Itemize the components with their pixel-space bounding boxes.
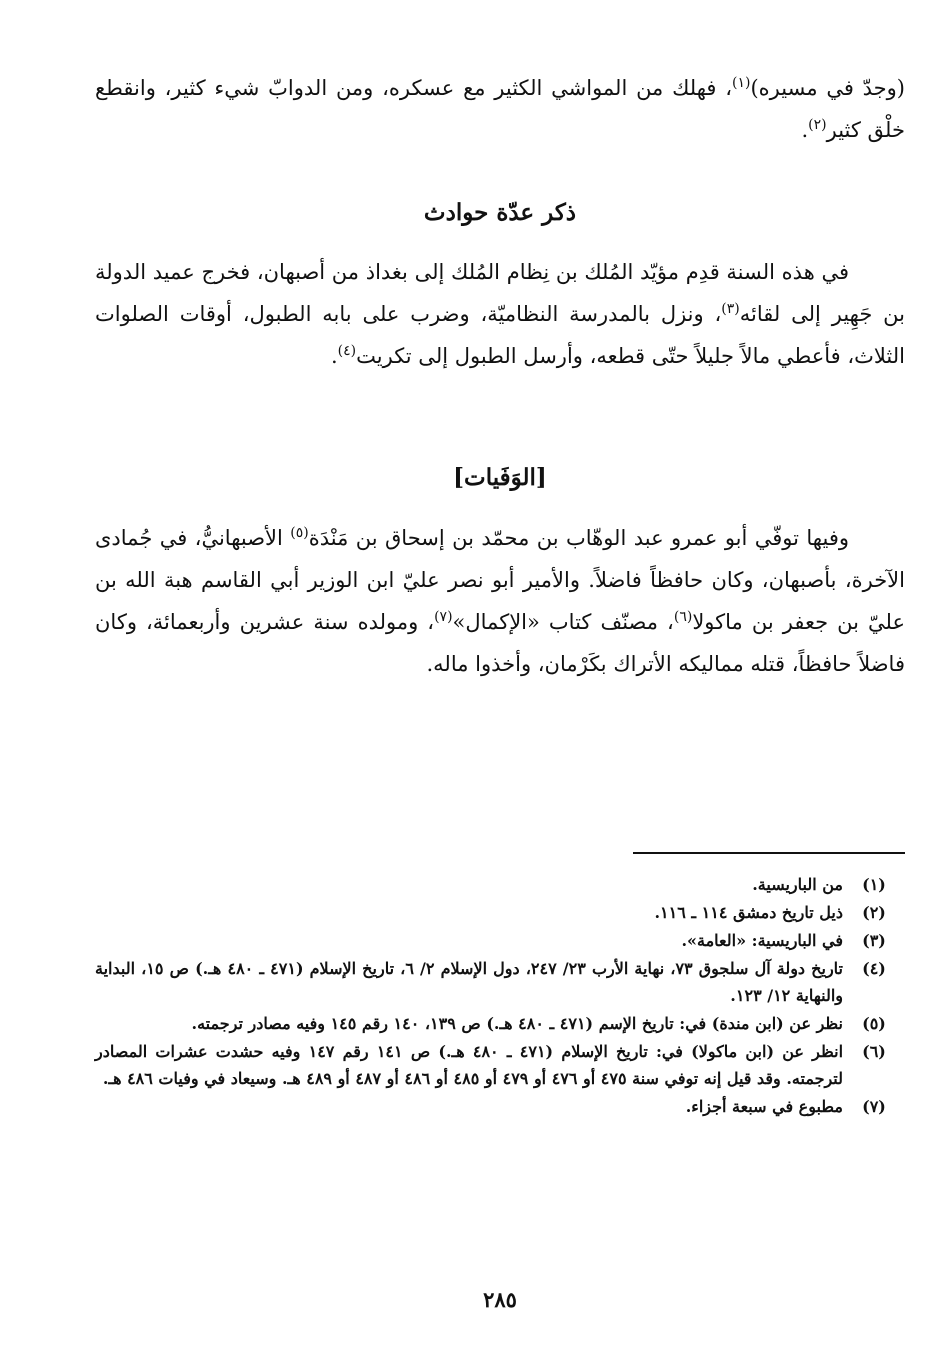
footnote-number: (٦) bbox=[862, 1042, 886, 1061]
footnote-text: ذيل تاريخ دمشق ١١٤ ـ ١١٦. bbox=[654, 903, 843, 922]
footnote-item bbox=[95, 927, 905, 954]
footnote-item bbox=[95, 1010, 905, 1037]
footnote-text: في الباريسية: «العامة». bbox=[681, 931, 843, 950]
paragraph-events: في هذه السنة قدِم مؤيّد المُلك بن نِظام المُلك إلى بغداذ من أصبهان، فخرج عميد الدولة بن جَهِير إلى لقائه$^{(٣)}$، ونزل بالمدرسة النظاميّة، وضرب على بابه الطبول، أوقات الصلوات الثلاث، فأعطي مالاً جليلاً حتّى قطعه، وأرسل الطبول إلى تكريت$^{(٤)}$. bbox=[95, 260, 906, 368]
section-heading-events: ذكر عدّة حوادث bbox=[423, 199, 577, 226]
footnote-item bbox=[95, 955, 905, 1009]
footnote-item bbox=[95, 1093, 905, 1120]
footnote-ref-2: (٢) bbox=[808, 117, 827, 133]
footnote-text: نظر عن (ابن مندة) في: تاريخ الإسم (٤٧١ ـ ٤٨٠ هـ.) ص ١٣٩، ١٤٠ رقم ١٤٥ وفيه مصادر ترجمته. bbox=[191, 1014, 843, 1033]
footnote-text: مطبوع في سبعة أجزاء. bbox=[685, 1097, 843, 1116]
footnote-number: (٤) bbox=[862, 959, 886, 978]
footnote-ref-3: (٣) bbox=[721, 301, 740, 317]
footnote-divider bbox=[633, 852, 905, 854]
footnote-number: (٥) bbox=[862, 1014, 886, 1033]
book-page bbox=[95, 55, 905, 1345]
section-heading-deaths: [الوَفَيات] bbox=[453, 464, 547, 491]
footnote-text: تاريخ دولة آل سلجوق ٧٣، نهاية الأرب ٢٣/ ٢٤٧، دول الإسلام ٢/ ٦، تاريخ الإسلام (٤٧١ ـ ٤٨٠ هـ.) ص ١٥، البداية والنهاية ١٢/ ١٢٣. bbox=[95, 959, 844, 1005]
page-number: ٢٨٥ bbox=[483, 1287, 517, 1312]
footnote-ref-1: (١) bbox=[732, 75, 751, 91]
footnotes-list bbox=[95, 871, 905, 1121]
paragraph-travel-losses: (وجدّ في مسيره)$^{(١)}$، فهلك من المواشي الكثير مع عسكره، ومن الدوابّ شيء كثير، وانقطع خلْق كثير$^{(٢)}$. bbox=[95, 75, 905, 142]
footnote-item bbox=[95, 899, 905, 926]
footnote-ref-4: (٤) bbox=[337, 343, 357, 359]
footnote-ref-6: (٦) bbox=[673, 609, 693, 625]
paragraph-deaths: وفيها توفّي أبو عمرو عبد الوهّاب بن محمّد بن إسحاق بن مَنْدَة$^{(٥)}$ الأصبهانيُّ، في جُمادى الآخرة، بأصبهان، وكان حافظاً فاضلاً. والأمير أبو نصر عليّ ابن الوزير أبي القاسم هبة الله بن عليّ بن جعفر بن ماكولا$^{(٦)}$، مصنّف كتاب «الإكمال»$^{(٧)}$، ومولده سنة عشرين وأربعمائة، وكان فاضلاً حافظاً، قتله مماليكه الأتراك بكَرْمان، وأخذوا ماله. bbox=[95, 525, 905, 676]
footnote-text: انظر عن (ابن ماكولا) في: تاريخ الإسلام (٤٧١ ـ ٤٨٠ هـ.) ص ١٤١ رقم ١٤٧ وفيه حشدت عشرات المصادر لترجمته. وقد قيل إنه توفي سنة ٤٧٥ أو ٤٧٦ أو ٤٧٩ أو ٤٨٥ أو ٤٨٦ أو ٤٨٧ أو ٤٨٩ هـ. وسيعاد في وفيات ٤٨٦ هـ. bbox=[95, 1042, 844, 1088]
footnote-number: (٢) bbox=[862, 903, 886, 922]
footnote-item bbox=[95, 871, 905, 898]
footnote-number: (٣) bbox=[862, 931, 886, 950]
footnote-number: (١) bbox=[862, 875, 886, 894]
footnote-number: (٧) bbox=[862, 1097, 886, 1116]
footnote-item bbox=[95, 1038, 905, 1092]
footnote-ref-5: (٥) bbox=[290, 525, 309, 541]
footnote-ref-7: (٧) bbox=[434, 609, 453, 625]
footnote-text: من الباريسية. bbox=[752, 875, 843, 894]
